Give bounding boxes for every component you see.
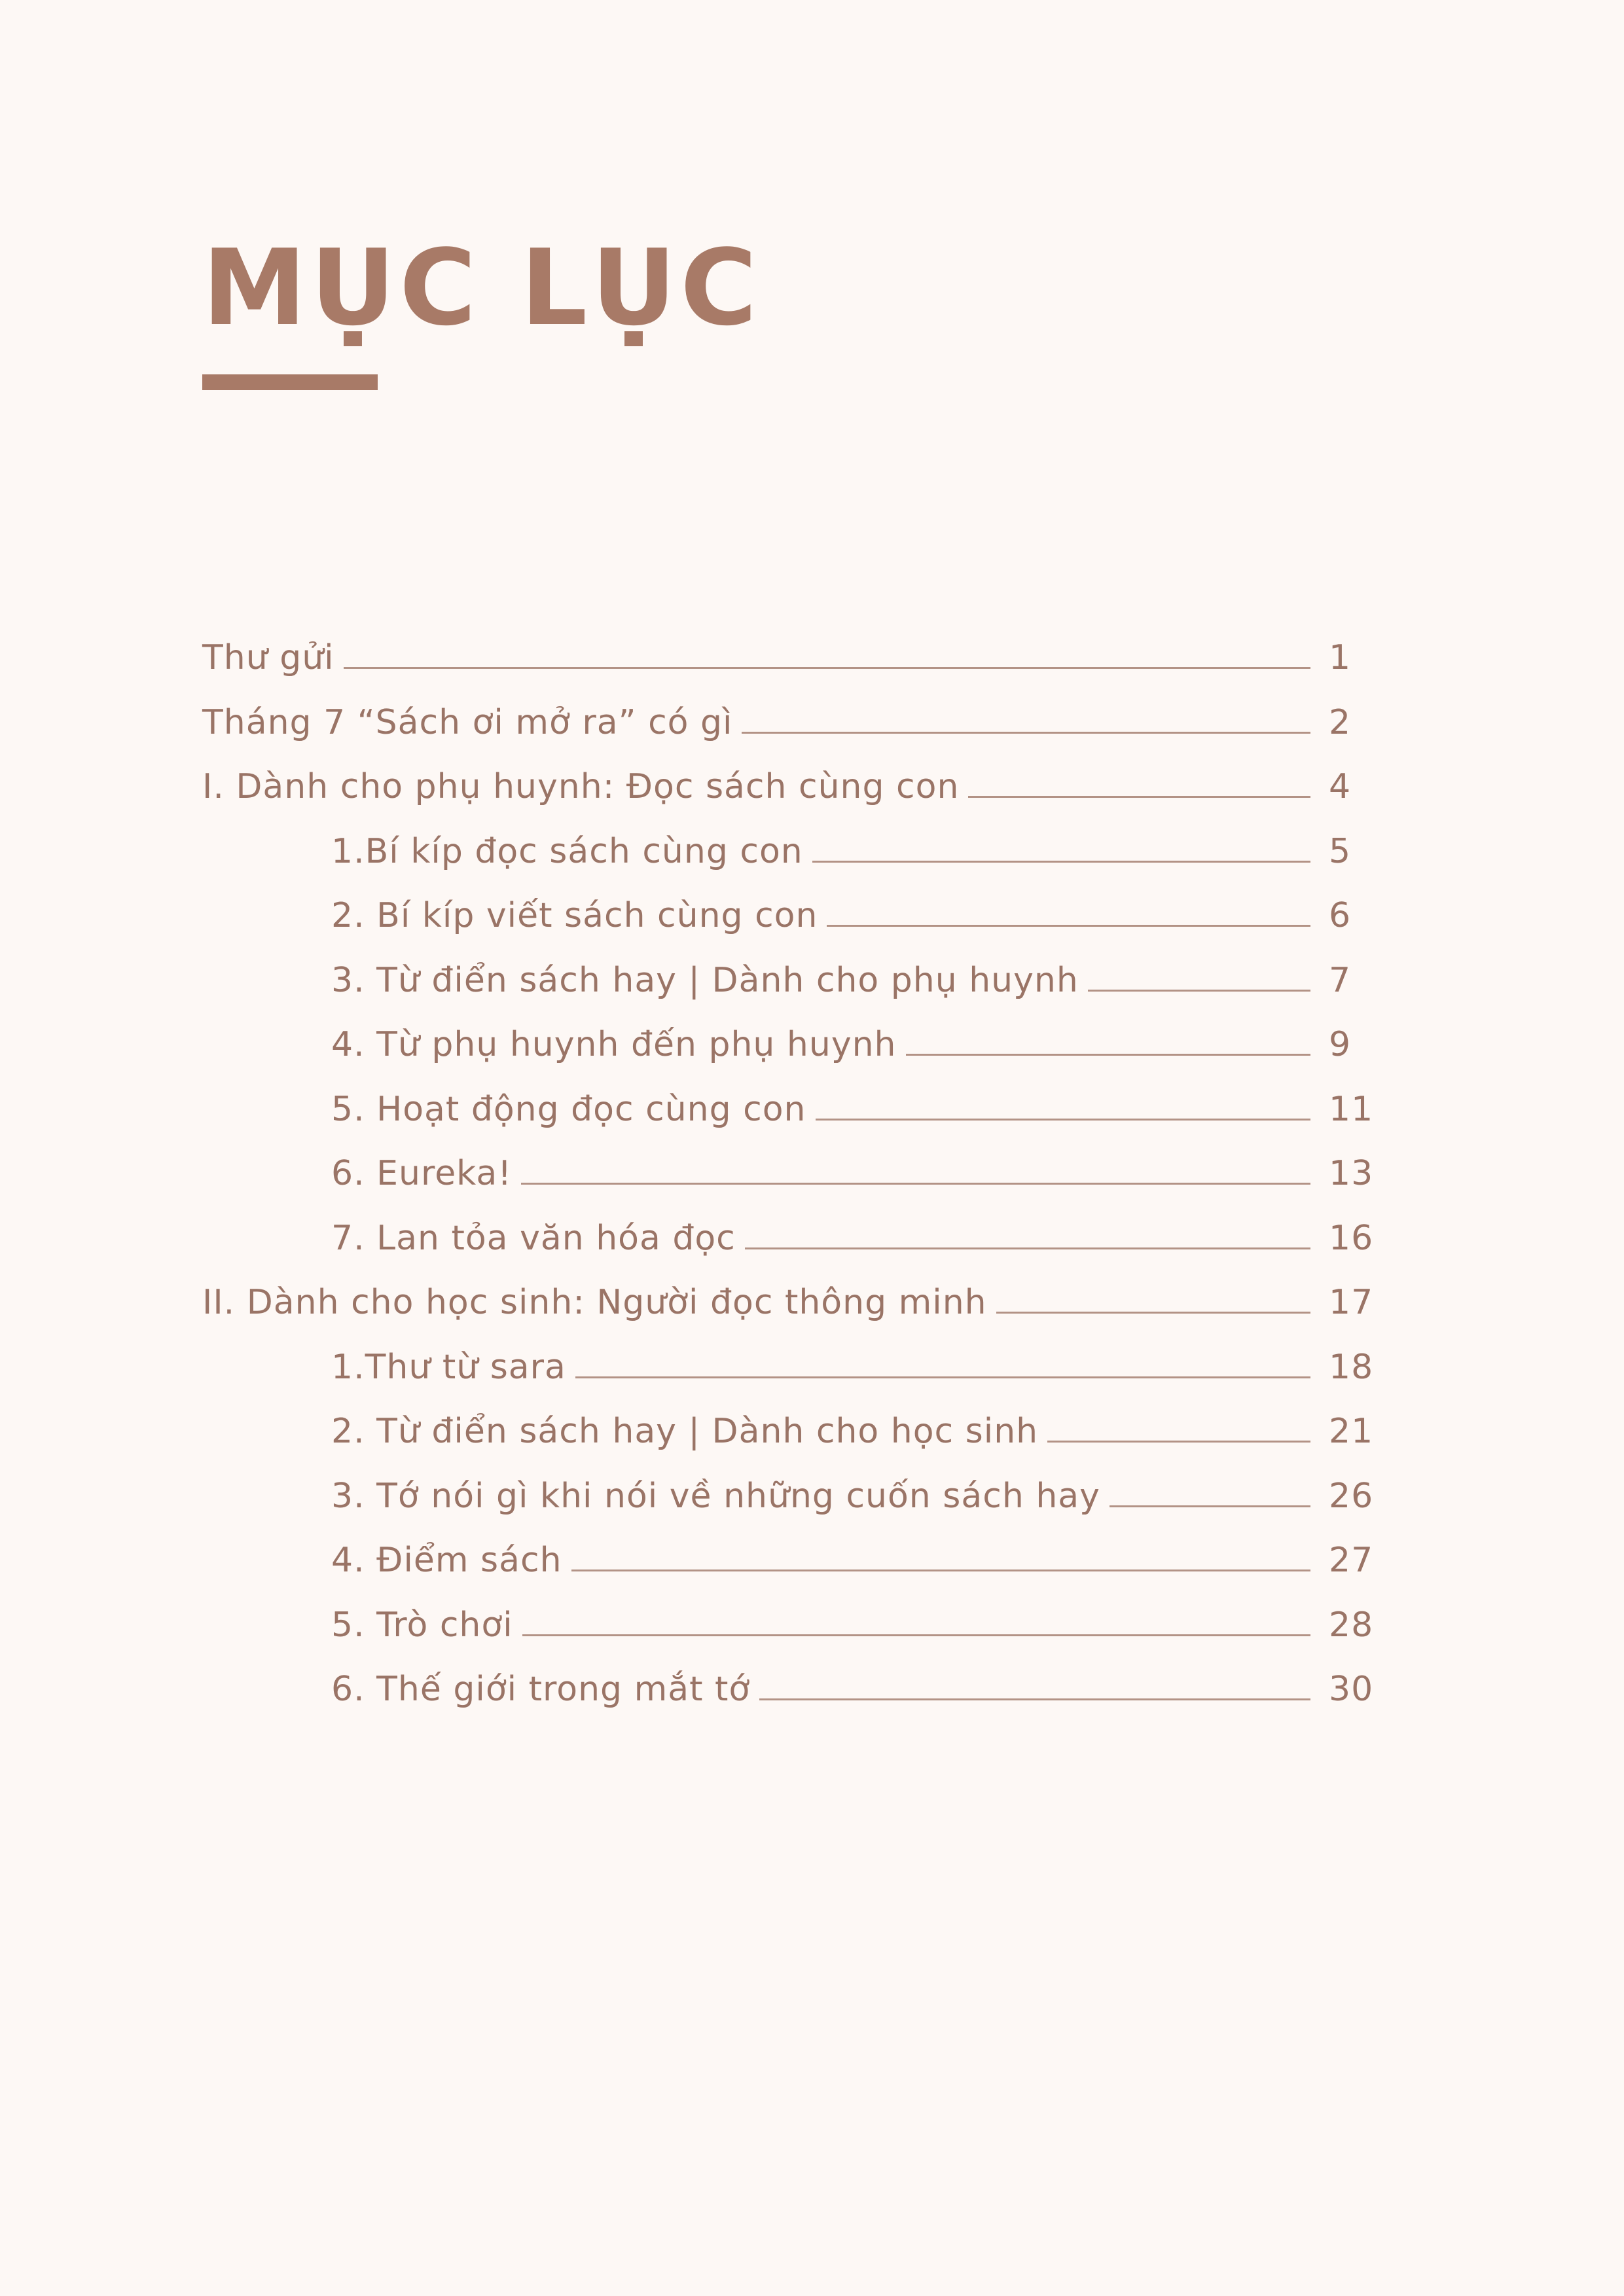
toc-leader-line bbox=[344, 667, 1310, 669]
toc-entry-page: 30 bbox=[1329, 1670, 1374, 1709]
toc-entry-label: 4. Điểm sách bbox=[331, 1541, 562, 1580]
toc-leader-line bbox=[906, 1054, 1310, 1056]
toc-leader-line bbox=[571, 1570, 1310, 1571]
toc-leader-line bbox=[1047, 1441, 1310, 1443]
toc-entry-page: 18 bbox=[1329, 1347, 1374, 1387]
toc-entry-page: 4 bbox=[1329, 767, 1352, 806]
toc-entry[interactable] bbox=[202, 1593, 1379, 1658]
toc-entry-page: 16 bbox=[1329, 1218, 1374, 1258]
toc-entry-label: 2. Từ điển sách hay | Dành cho học sinh bbox=[331, 1412, 1039, 1451]
toc-entry[interactable] bbox=[202, 884, 1379, 948]
toc-entry[interactable] bbox=[202, 1077, 1379, 1142]
toc-entry-page: 21 bbox=[1329, 1412, 1374, 1451]
toc-entry-page: 7 bbox=[1329, 960, 1352, 1000]
toc-entry-label: II. Dành cho học sinh: Người đọc thông minh bbox=[202, 1283, 987, 1322]
toc-entry-label: 1.Thư từ sara bbox=[331, 1347, 566, 1387]
toc-entry-page: 6 bbox=[1329, 896, 1352, 935]
toc-entry[interactable] bbox=[202, 691, 1379, 755]
toc-leader-line bbox=[522, 1634, 1310, 1636]
toc-entry-label: 4. Từ phụ huynh đến phụ huynh bbox=[331, 1025, 897, 1064]
toc-entry[interactable] bbox=[202, 1013, 1379, 1077]
toc-leader-line bbox=[812, 861, 1310, 863]
toc-entry[interactable] bbox=[202, 755, 1379, 819]
toc-leader-line bbox=[996, 1312, 1310, 1314]
table-of-contents bbox=[202, 626, 1379, 1722]
toc-leader-line bbox=[759, 1698, 1310, 1700]
toc-entry-label: 6. Eureka! bbox=[331, 1154, 513, 1193]
toc-leader-line bbox=[1088, 990, 1310, 992]
toc-entry[interactable] bbox=[202, 626, 1379, 691]
toc-entry[interactable] bbox=[202, 1399, 1379, 1464]
toc-entry-page: 11 bbox=[1329, 1089, 1374, 1129]
toc-leader-line bbox=[575, 1376, 1310, 1378]
toc-entry-label: I. Dành cho phụ huynh: Đọc sách cùng con bbox=[202, 767, 960, 806]
toc-entry-label: 1.Bí kíp đọc sách cùng con bbox=[331, 831, 803, 871]
toc-entry-label: 7. Lan tỏa văn hóa đọc bbox=[331, 1218, 736, 1258]
toc-entry[interactable] bbox=[202, 1270, 1379, 1335]
toc-entry-page: 17 bbox=[1329, 1283, 1374, 1322]
toc-entry[interactable] bbox=[202, 819, 1379, 884]
toc-leader-line bbox=[1110, 1505, 1310, 1507]
toc-entry-page: 13 bbox=[1329, 1154, 1374, 1193]
toc-entry-page: 26 bbox=[1329, 1476, 1374, 1516]
toc-entry-label: 2. Bí kíp viết sách cùng con bbox=[331, 896, 818, 935]
toc-leader-line bbox=[968, 796, 1310, 798]
toc-entry-page: 28 bbox=[1329, 1605, 1374, 1645]
toc-leader-line bbox=[742, 732, 1310, 734]
toc-entry[interactable] bbox=[202, 1206, 1379, 1271]
toc-leader-line bbox=[521, 1183, 1310, 1185]
toc-entry-page: 2 bbox=[1329, 702, 1352, 742]
toc-leader-line bbox=[816, 1119, 1310, 1121]
toc-entry-label: 5. Hoạt động đọc cùng con bbox=[331, 1089, 806, 1129]
page-title: MỤC LỤC bbox=[202, 226, 761, 349]
title-underline bbox=[202, 374, 378, 390]
toc-entry-label: 3. Từ điển sách hay | Dành cho phụ huynh bbox=[331, 960, 1079, 1000]
toc-entry-label: 5. Trò chơi bbox=[331, 1605, 513, 1645]
toc-entry[interactable] bbox=[202, 1464, 1379, 1529]
toc-leader-line bbox=[827, 925, 1310, 927]
toc-entry-label: 3. Tớ nói gì khi nói về những cuốn sách hay bbox=[331, 1476, 1100, 1516]
toc-entry[interactable] bbox=[202, 1141, 1379, 1206]
toc-leader-line bbox=[745, 1247, 1310, 1249]
toc-entry-page: 27 bbox=[1329, 1541, 1374, 1580]
toc-entry-page: 1 bbox=[1329, 638, 1352, 677]
toc-entry[interactable] bbox=[202, 1657, 1379, 1722]
toc-entry-label: Thư gửi bbox=[202, 638, 334, 677]
toc-entry-label: Tháng 7 “Sách ơi mở ra” có gì bbox=[202, 702, 733, 742]
toc-entry-page: 5 bbox=[1329, 831, 1352, 871]
toc-entry-page: 9 bbox=[1329, 1025, 1352, 1064]
toc-entry-label: 6. Thế giới trong mắt tớ bbox=[331, 1670, 751, 1709]
toc-entry[interactable] bbox=[202, 1335, 1379, 1400]
toc-entry[interactable] bbox=[202, 948, 1379, 1013]
toc-entry[interactable] bbox=[202, 1528, 1379, 1593]
